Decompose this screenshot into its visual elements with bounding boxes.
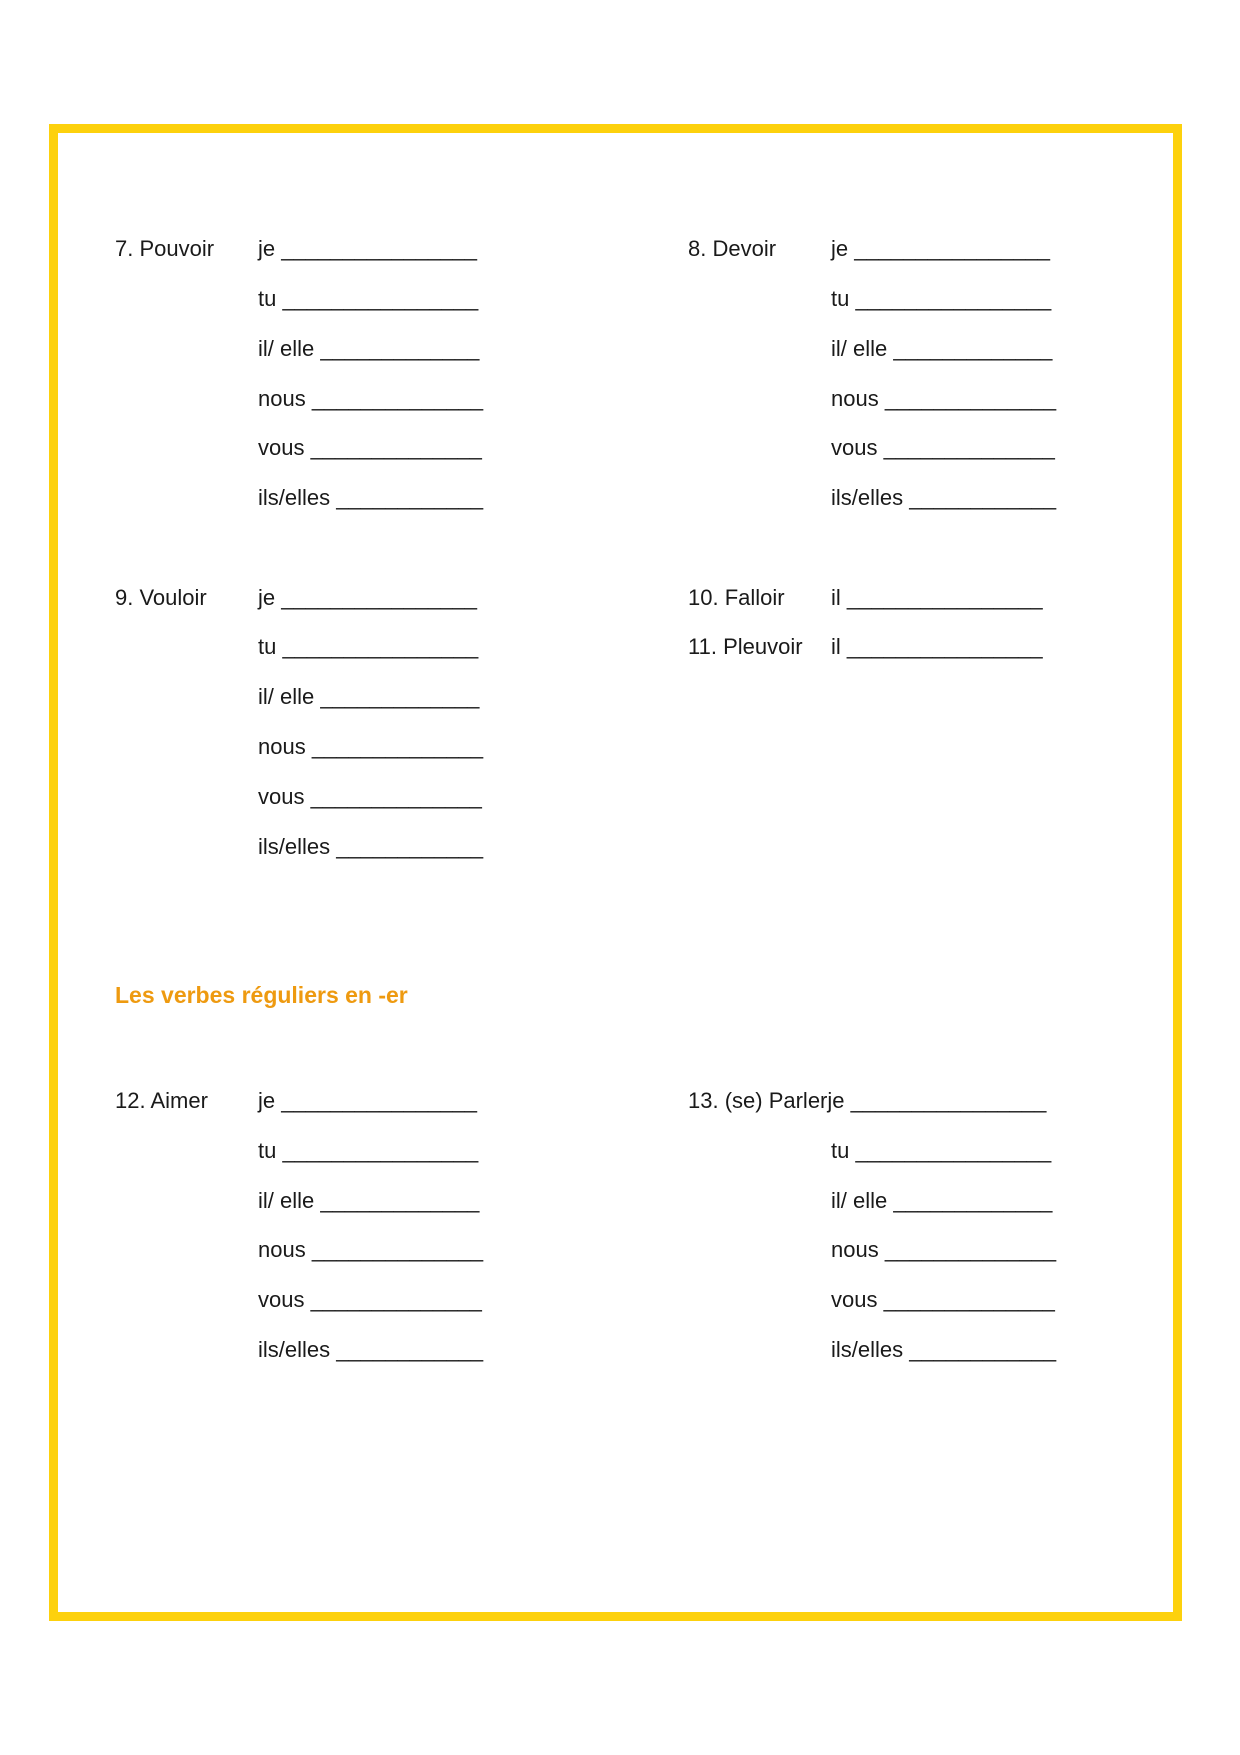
conjugation-line: nous ______________ — [831, 1237, 1057, 1262]
conjugation-line: il/ elle _____________ — [258, 1188, 480, 1213]
conjugation-line: il/ elle _____________ — [258, 336, 480, 361]
conjugation-line: tu ________________ — [258, 634, 479, 659]
conjugation-line: vous ______________ — [258, 1287, 482, 1312]
conjugation-line: vous ______________ — [831, 435, 1055, 460]
conjugation-line: ils/elles ____________ — [831, 485, 1057, 510]
conjugation-line: tu ________________ — [258, 1138, 479, 1163]
conjugation-line: vous ______________ — [258, 435, 482, 460]
verb-title-aimer: 12. Aimer — [115, 1088, 208, 1113]
conjugation-line: nous ______________ — [258, 1237, 484, 1262]
verb-title-pleuvoir: 11. Pleuvoir — [688, 634, 803, 659]
conjugation-line: ils/elles ____________ — [258, 1337, 484, 1362]
conjugation-line: tu ________________ — [258, 286, 479, 311]
conjugation-line: vous ______________ — [831, 1287, 1055, 1312]
conjugation-line: je ________________ — [258, 585, 478, 610]
conjugation-line: nous ______________ — [831, 386, 1057, 411]
conjugation-line: il ________________ — [831, 585, 1043, 610]
conjugation-line: il/ elle _____________ — [831, 336, 1053, 361]
conjugation-line: vous ______________ — [258, 784, 482, 809]
conjugation-line: nous ______________ — [258, 734, 484, 759]
section-heading: Les verbes réguliers en -er — [115, 982, 408, 1008]
verb-title-pouvoir: 7. Pouvoir — [115, 236, 215, 261]
conjugation-line: je ________________ — [258, 1088, 478, 1113]
conjugation-line: je ________________ — [258, 236, 478, 261]
conjugation-line: il ________________ — [831, 634, 1043, 659]
conjugation-line: il/ elle _____________ — [831, 1188, 1053, 1213]
conjugation-line: ils/elles ____________ — [258, 485, 484, 510]
conjugation-line: je ________________ — [831, 236, 1051, 261]
conjugation-line: nous ______________ — [258, 386, 484, 411]
conjugation-line: tu ________________ — [831, 286, 1052, 311]
verb-title-falloir: 10. Falloir — [688, 585, 785, 610]
verb-title-devoir: 8. Devoir — [688, 236, 777, 261]
conjugation-line: ils/elles ____________ — [258, 834, 484, 859]
conjugation-line: il/ elle _____________ — [258, 684, 480, 709]
conjugation-line: ils/elles ____________ — [831, 1337, 1057, 1362]
conjugation-line: tu ________________ — [831, 1138, 1052, 1163]
verb-title-parler: 13. (se) Parlerje ________________ — [688, 1088, 1047, 1113]
verb-title-vouloir: 9. Vouloir — [115, 585, 207, 610]
